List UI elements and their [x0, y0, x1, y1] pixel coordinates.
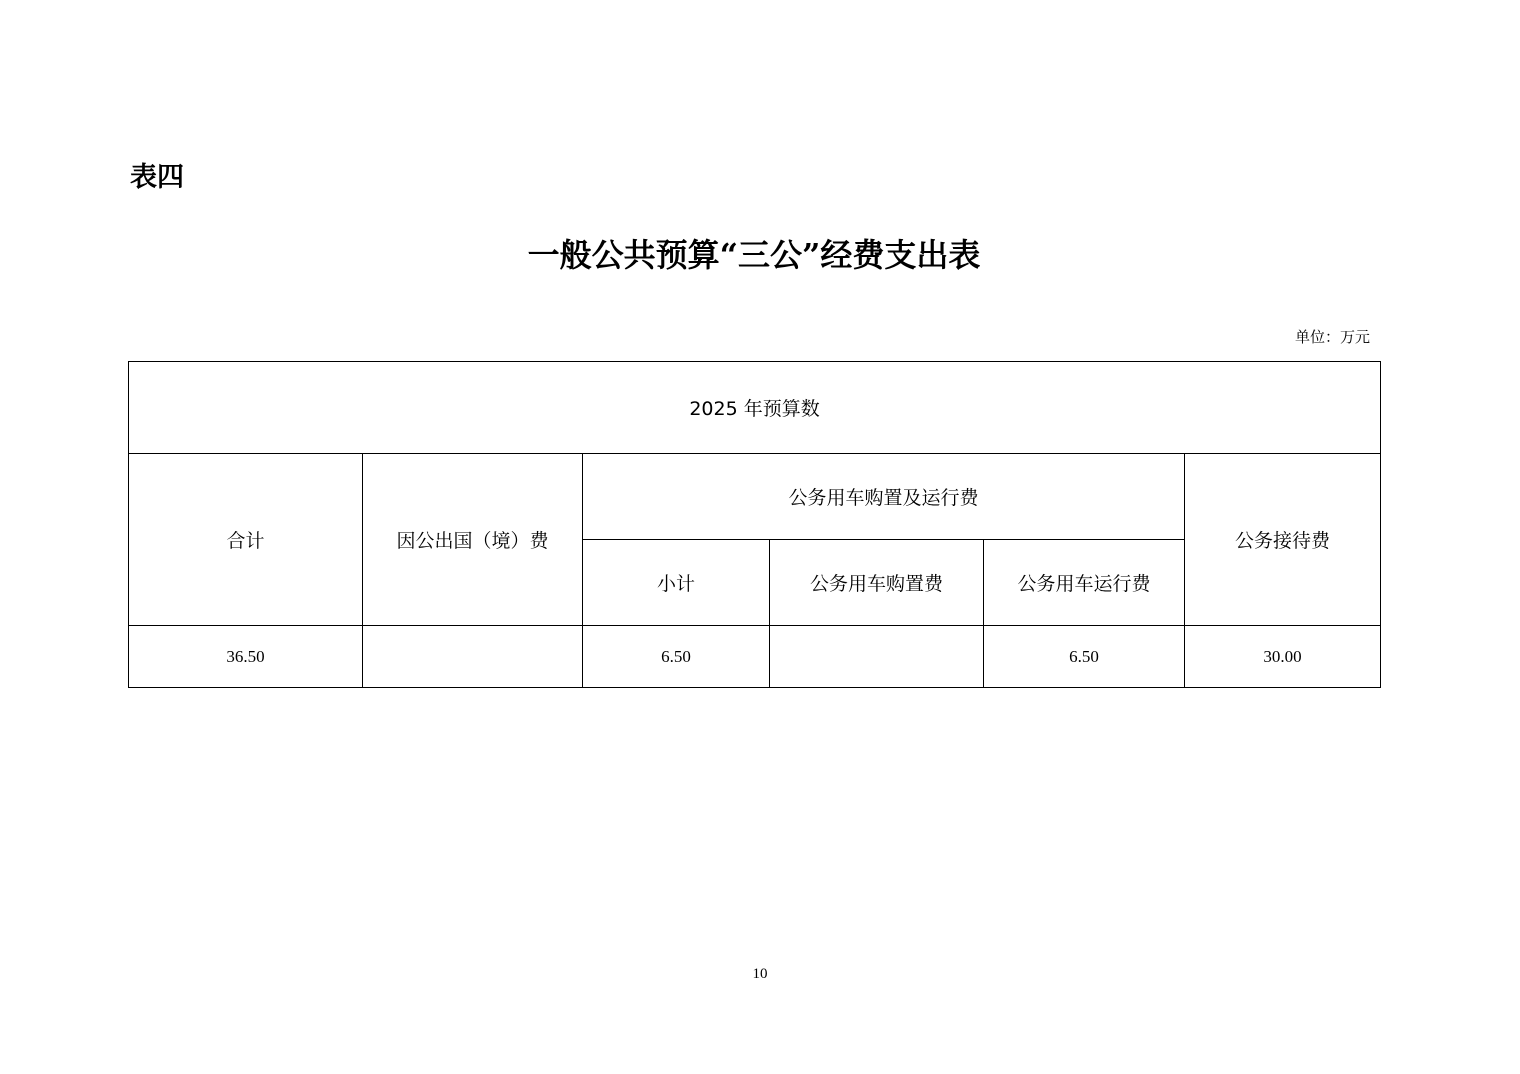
table-label: 表四 — [130, 162, 184, 193]
cell-total: 36.50 — [129, 626, 363, 688]
document-title: 一般公共预算“三公”经费支出表 — [527, 236, 981, 274]
table-header-row-year — [129, 362, 1381, 454]
cell-overseas — [363, 626, 583, 688]
header-vehicle-subtotal: 小计 — [583, 540, 770, 626]
header-reception: 公务接待费 — [1185, 454, 1381, 626]
page-number: 10 — [752, 966, 768, 982]
header-vehicle-purchase: 公务用车购置费 — [770, 540, 984, 626]
cell-reception: 30.00 — [1185, 626, 1381, 688]
header-vehicle-operation: 公务用车运行费 — [984, 540, 1185, 626]
header-vehicle-group: 公务用车购置及运行费 — [583, 454, 1185, 540]
table-row — [129, 626, 1381, 688]
header-budget-year: 2025 年预算数 — [129, 362, 1381, 454]
budget-table — [128, 361, 1381, 688]
cell-vehicle-subtotal: 6.50 — [583, 626, 770, 688]
header-total: 合计 — [129, 454, 363, 626]
table-header-row-categories — [129, 454, 1381, 540]
header-overseas: 因公出国（境）费 — [363, 454, 583, 626]
cell-vehicle-purchase — [770, 626, 984, 688]
unit-label: 单位：万元 — [1294, 328, 1370, 346]
cell-vehicle-operation: 6.50 — [984, 626, 1185, 688]
